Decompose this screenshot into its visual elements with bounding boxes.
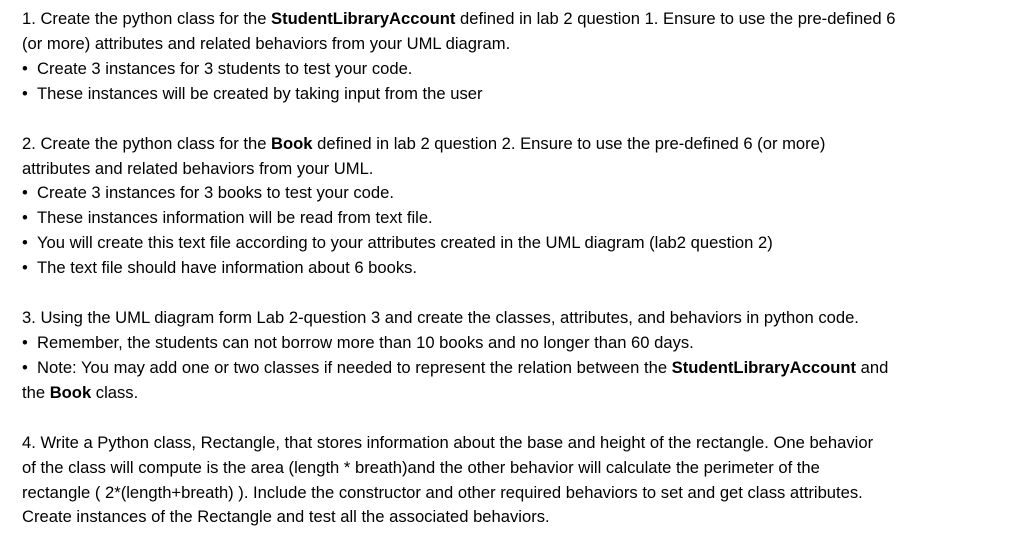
question-4 bbox=[22, 431, 1014, 531]
question-2-line-2: attributes and related behaviors from your UML. bbox=[22, 158, 374, 178]
question-4-line-4: Create instances of the Rectangle and test all the associated behaviors. bbox=[22, 507, 550, 527]
question-3-line-1: 3. Using the UML diagram form Lab 2-question 3 and create the classes, attributes, and behaviors in python code. bbox=[22, 308, 859, 328]
question-2-bullet-4: • The text file should have information about 6 books. bbox=[22, 256, 1014, 281]
bold-term: Book bbox=[271, 133, 313, 153]
question-4-line-3: rectangle ( 2*(length+breath) ). Include the constructor and other required behaviors to set and get class attributes. bbox=[22, 482, 863, 502]
bullet-icon: • bbox=[22, 258, 28, 278]
paragraph-gap bbox=[22, 406, 1014, 431]
paragraph-gap bbox=[22, 107, 1014, 132]
bullet-icon: • bbox=[22, 357, 28, 377]
question-3-bullet-1: • Remember, the students can not borrow more than 10 books and no longer than 60 days. bbox=[22, 331, 1014, 356]
bullet-icon: • bbox=[22, 208, 28, 228]
bullet-icon: • bbox=[22, 58, 28, 78]
question-4-line-2: of the class will compute is the area (length * breath)and the other behavior will calculate the perimeter of the bbox=[22, 457, 820, 477]
question-1-bullet-1: • Create 3 instances for 3 students to test your code. bbox=[22, 57, 1014, 82]
question-1-line-1: 1. Create the python class for the StudentLibraryAccount defined in lab 2 question 1. Ensure to use the pre-defined 6 bbox=[22, 9, 896, 28]
question-2-bullet-3: • You will create this text file according to your attributes created in the UML diagram (lab2 question 2) bbox=[22, 231, 1014, 256]
question-3-note-line-1: • Note: You may add one or two classes if needed to represent the relation between the StudentLibraryAccount and bbox=[22, 356, 1014, 381]
paragraph-gap bbox=[22, 281, 1014, 306]
question-2-line-1: 2. Create the python class for the Book defined in lab 2 question 2. Ensure to use the pre-defined 6 (or more) bbox=[22, 133, 826, 153]
question-3-note-line-2: the Book class. bbox=[22, 382, 139, 402]
question-2 bbox=[22, 132, 1014, 281]
question-2-bullet-2: • These instances information will be read from text file. bbox=[22, 206, 1014, 231]
bullet-icon: • bbox=[22, 183, 28, 203]
question-4-line-1: 4. Write a Python class, Rectangle, that stores information about the base and height of the rectangle. One behavior bbox=[22, 432, 874, 452]
question-2-bullet-1: • Create 3 instances for 3 books to test your code. bbox=[22, 181, 1014, 206]
bold-term: Book bbox=[49, 382, 92, 402]
question-3 bbox=[22, 306, 1014, 406]
bold-term: StudentLibraryAccount bbox=[671, 357, 857, 377]
question-1-bullet-2: • These instances will be created by taking input from the user bbox=[22, 82, 1014, 107]
question-1-line-2: (or more) attributes and related behaviors from your UML diagram. bbox=[22, 33, 511, 53]
bold-term: StudentLibraryAccount bbox=[271, 9, 456, 28]
bullet-icon: • bbox=[22, 332, 28, 352]
question-1 bbox=[22, 7, 1014, 107]
bullet-icon: • bbox=[22, 233, 28, 253]
bullet-icon: • bbox=[22, 83, 28, 103]
